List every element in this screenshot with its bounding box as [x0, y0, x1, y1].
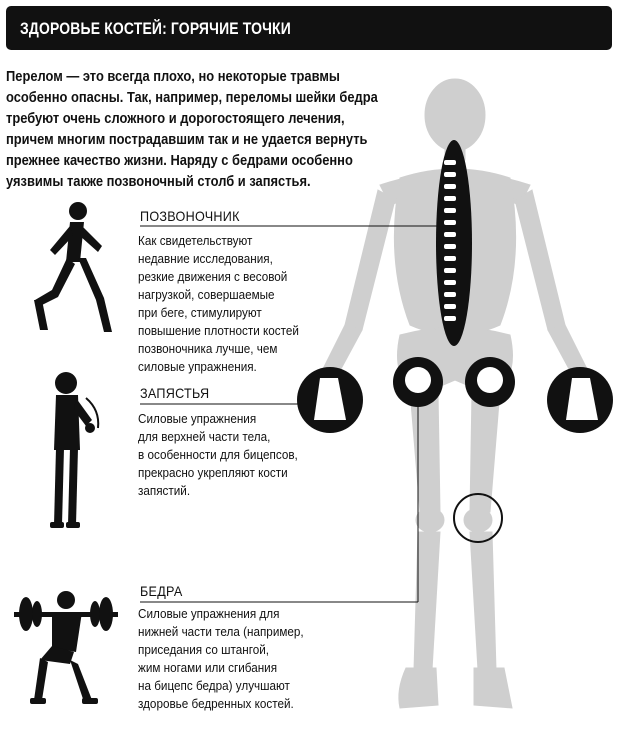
hips-line: жим ногами или сгибания — [138, 660, 278, 675]
spine-line: Как свидетельствуют — [138, 233, 253, 248]
hips-line: нижней части тела (например, — [138, 624, 304, 639]
hips-text — [138, 605, 304, 713]
spine-line: силовые упражнения. — [138, 359, 257, 374]
runner-icon — [34, 202, 112, 332]
spine-line: нагрузкой, совершаемые — [138, 287, 275, 302]
wrist-line: запястий. — [138, 483, 191, 498]
spine-highlight — [436, 140, 472, 346]
spine-line: резкие движения с весовой — [138, 269, 288, 284]
wrist-highlight-right — [547, 367, 613, 433]
hips-line: Силовые упражнения для — [138, 606, 280, 621]
hips-line: здоровье бедренных костей. — [138, 696, 294, 711]
spine-line: при беге, стимулируют — [138, 305, 262, 320]
spine-line: позвоночника лучше, чем — [138, 341, 278, 356]
hip-highlight-left — [393, 357, 443, 407]
wrist-line: Силовые упражнения — [138, 411, 257, 426]
wrist-line: для верхней части тела, — [138, 429, 271, 444]
spine-text — [138, 232, 299, 376]
squat-barbell-icon — [14, 591, 118, 704]
wrist-title: ЗАПЯСТЬЯ — [140, 385, 210, 401]
wrist-highlight-left — [297, 367, 363, 433]
spine-line: повышение плотности костей — [138, 323, 299, 338]
wrist-line: в особенности для бицепсов, — [138, 447, 298, 462]
wrist-text — [138, 410, 298, 500]
hips-line: приседания со штангой, — [138, 642, 270, 657]
intro-line: особенно опасны. Так, например, переломы шейки бедра — [6, 89, 378, 106]
page-title: ЗДОРОВЬЕ КОСТЕЙ: ГОРЯЧИЕ ТОЧКИ — [20, 19, 291, 38]
intro-line: прежнее качество жизни. Наряду с бедрами особенно — [6, 152, 353, 169]
wrist-line: прекрасно укрепляют кости — [138, 465, 288, 480]
spine-title: ПОЗВОНОЧНИК — [140, 208, 240, 224]
spine-line: недавние исследования, — [138, 251, 273, 266]
intro-line: уязвимы также позвоночный столб и запястья. — [6, 173, 311, 190]
bicep-curl-icon — [50, 372, 98, 528]
hips-line: на бицепс бедра) улучшают — [138, 678, 290, 693]
intro-line: причем многим пострадавшим так и не удается вернуть — [6, 131, 368, 148]
hips-title: БЕДРА — [140, 583, 183, 599]
hip-highlight-right — [465, 357, 515, 407]
intro-line: Перелом — это всегда плохо, но некоторые травмы — [6, 68, 340, 85]
intro-line: требуют очень сложного и дорогостоящего лечения, — [6, 110, 345, 127]
